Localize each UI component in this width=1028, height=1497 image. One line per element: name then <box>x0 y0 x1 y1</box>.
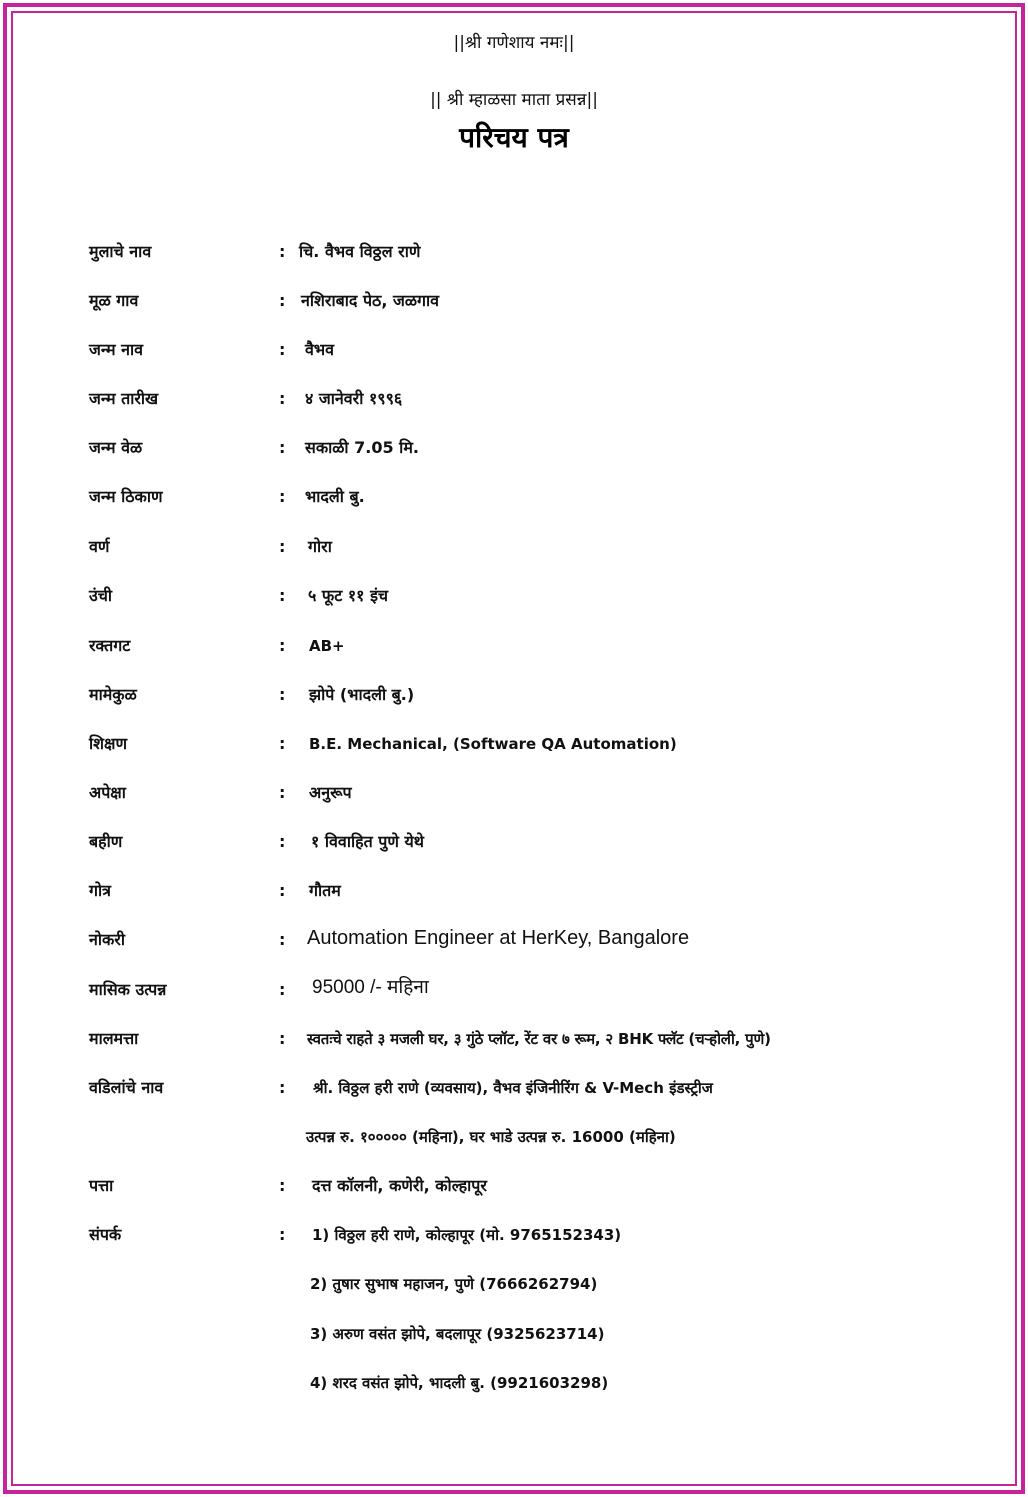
row-colon: : <box>279 832 286 851</box>
row-value-education: B.E. Mechanical, (Software QA Automation) <box>309 735 677 753</box>
row-colon: : <box>279 783 286 802</box>
row-label-birth-place: जन्म ठिकाण <box>89 487 163 506</box>
row-colon: : <box>279 685 286 704</box>
row-value-father-name: श्री. विठ्ठल हरी राणे (व्यवसाय), वैभव इंजिनीरिंग & V-Mech इंडस्ट्रीज <box>313 1079 713 1097</box>
row-value-sister: १ विवाहित पुणे येथे <box>311 832 425 851</box>
row-label-monthly-income: मासिक उत्पन्न <box>89 980 167 999</box>
row-value-complexion: गोरा <box>308 537 332 556</box>
row-label-birth-date: जन्म तारीख <box>89 389 159 408</box>
contact-2: 2) तुषार सुभाष महाजन, पुणे (7666262794) <box>310 1275 598 1293</box>
row-value-birth-date: ४ जानेवरी १९९६ <box>305 389 403 408</box>
row-label-native-place: मूळ गाव <box>89 291 139 310</box>
row-label-blood-group: रक्तगट <box>89 636 131 655</box>
contact-1: 1) विठ्ठल हरी राणे, कोल्हापूर (मो. 9765152343) <box>312 1226 622 1244</box>
row-colon: : <box>279 636 286 655</box>
page-title: परिचय पत्र <box>459 121 569 154</box>
row-label-height: उंची <box>89 586 113 605</box>
row-colon: : <box>279 487 286 506</box>
row-label-birth-name: जन्म नाव <box>89 340 144 359</box>
row-colon: : <box>279 881 286 900</box>
row-colon: : <box>279 1225 286 1244</box>
row-label-complexion: वर्ण <box>89 537 110 556</box>
row-colon: : <box>279 389 286 408</box>
row-value-address: दत्त कॉलनी, कणेरी, कोल्हापूर <box>312 1176 487 1195</box>
row-label-sister: बहीण <box>89 832 123 851</box>
row-value-expectation: अनुरूप <box>309 783 352 802</box>
row-value-gotra: गौतम <box>309 881 341 900</box>
row-colon: : <box>279 291 286 310</box>
row-colon: : <box>279 586 286 605</box>
row-colon: : <box>279 340 286 359</box>
invocation-mhalsa: || श्री म्हाळसा माता प्रसन्न|| <box>430 90 598 110</box>
row-colon: : <box>279 537 286 556</box>
row-label-gotra: गोत्र <box>89 881 111 900</box>
row-value-birth-place: भादली बु. <box>305 487 365 506</box>
row-label-education: शिक्षण <box>89 734 128 753</box>
row-value-height: ५ फूट ११ इंच <box>308 586 389 605</box>
row-value-birth-time: सकाळी 7.05 मि. <box>305 438 419 457</box>
row-label-expectation: अपेक्षा <box>89 783 126 802</box>
row-colon: : <box>279 980 286 999</box>
row-colon: : <box>279 242 286 261</box>
contact-4: 4) शरद वसंत झोपे, भादली बु. (9921603298) <box>310 1374 609 1392</box>
row-colon: : <box>279 1078 286 1097</box>
row-label-property: मालमत्ता <box>89 1029 139 1048</box>
invocation-ganesh: ||श्री गणेशाय नमः|| <box>453 33 575 53</box>
row-label-job: नोकरी <box>89 930 126 949</box>
row-colon: : <box>279 1176 286 1195</box>
row-label-address: पत्ता <box>89 1176 114 1195</box>
row-label-maternal-family: मामेकुळ <box>89 685 137 704</box>
row-colon: : <box>279 1029 286 1048</box>
row-value-name: चि. वैभव विठ्ठल राणे <box>299 242 421 261</box>
contact-3: 3) अरुण वसंत झोपे, बदलापूर (9325623714) <box>310 1325 605 1343</box>
row-colon: : <box>279 734 286 753</box>
row-label-name: मुलाचे नाव <box>89 242 152 261</box>
row-value-native-place: नशिराबाद पेठ, जळगाव <box>301 291 440 310</box>
row-value-job: Automation Engineer at HerKey, Bangalore <box>307 927 690 949</box>
row-label-father-name: वडिलांचे नाव <box>89 1078 164 1097</box>
row-colon: : <box>279 930 286 949</box>
row-value-father-income: उत्पन्न रु. १००००० (महिना), घर भाडे उत्पन्न रु. 16000 (महिना) <box>306 1128 676 1146</box>
row-value-blood-group: AB+ <box>309 637 345 655</box>
row-value-birth-name: वैभव <box>305 340 335 359</box>
row-colon: : <box>279 438 286 457</box>
row-label-contact: संपर्क <box>89 1225 122 1244</box>
row-value-property: स्वतःचे राहते ३ मजली घर, ३ गुंठे प्लॉट, रेंट वर ७ रूम, २ BHK फ्लॅट (चऱ्होली, पुणे) <box>307 1030 771 1048</box>
row-value-maternal-family: झोपे (भादली बु.) <box>309 685 415 704</box>
row-label-birth-time: जन्म वेळ <box>89 438 143 457</box>
row-value-monthly-income: 95000 /- महिना <box>312 977 429 998</box>
